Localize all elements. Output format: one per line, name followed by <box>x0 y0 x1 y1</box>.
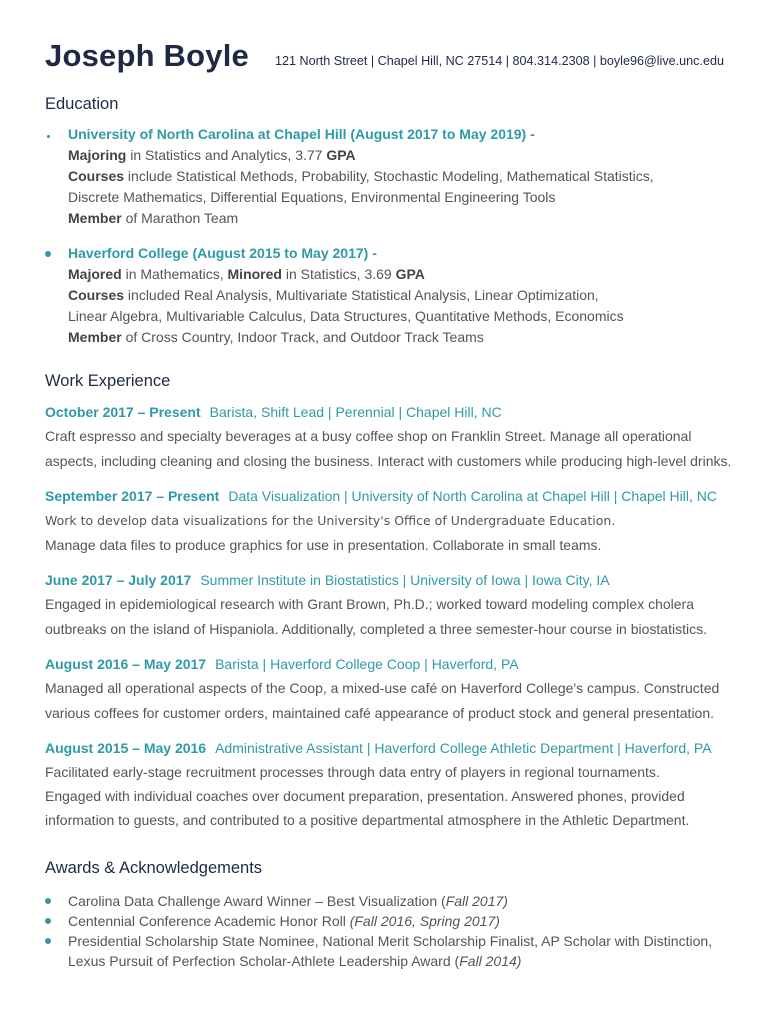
award-item: Presidential Scholarship State Nominee, National Merit Scholarship Finalist, AP Scholar with Distinction, Lexus Pursuit of Perfection Scholar-Athlete Leadership Award (Fall 2014) <box>45 931 745 971</box>
education-entry-unc <box>68 124 748 229</box>
awards-heading: Awards & Acknowledgements <box>45 859 263 877</box>
job-description: Facilitated early-stage recruitment processes through data entry of players in regional tournaments. Engaged with individual coaches over document preparation, presentation. Answered phones, provided information to guests, and contributed to a positive departmental atmosphere in the Athletic Department. <box>45 764 690 828</box>
education-entry-haverford <box>68 243 748 348</box>
job-dates: September 2017 – Present <box>45 488 220 504</box>
job-title: Summer Institute in Biostatistics | University of Iowa | Iowa City, IA <box>200 572 610 588</box>
job-entry <box>45 653 745 726</box>
job-dates: October 2017 – Present <box>45 404 201 420</box>
award-item: Carolina Data Challenge Award Winner – Best Visualization (Fall 2017) <box>45 891 745 911</box>
job-description: Craft espresso and specialty beverages at a busy coffee shop on Franklin Street. Manage all operational aspects, including cleaning and closing the business. Interact with customers while producing high-level drinks. <box>45 428 732 469</box>
awards-list <box>45 891 745 971</box>
job-dates: August 2015 – May 2016 <box>45 740 207 756</box>
job-description: Managed all operational aspects of the Coop, a mixed-use café on Haverford College's campus. Constructed various coffees for customer orders, maintained café appearance of product stock and general presentation. <box>45 680 720 721</box>
courses-line: Courses included Real Analysis, Multivariate Statistical Analysis, Linear Optimization, <box>68 287 599 303</box>
courses-line: Courses include Statistical Methods, Probability, Stochastic Modeling, Mathematical Statistics, <box>68 168 654 184</box>
resume-header <box>45 38 735 78</box>
job-title: Administrative Assistant | Haverford College Athletic Department | Haverford, PA <box>215 740 712 756</box>
candidate-name: Joseph Boyle <box>45 38 249 73</box>
school-name: Haverford College (August 2015 to May 2017) - <box>68 245 377 261</box>
award-item: Centennial Conference Academic Honor Roll (Fall 2016, Spring 2017) <box>45 911 745 931</box>
bullet-icon <box>45 918 51 924</box>
bullet-icon <box>47 135 50 138</box>
bullet-icon <box>45 938 51 944</box>
courses-line-2: Linear Algebra, Multivariable Calculus, Data Structures, Quantitative Methods, Economics <box>68 308 624 324</box>
job-entry <box>45 737 745 832</box>
major-line: Majoring in Statistics and Analytics, 3.77 GPA <box>68 147 356 163</box>
education-heading: Education <box>45 95 119 113</box>
job-description: Work to develop data visualizations for the University's Office of Undergraduate Education. Manage data files to produce graphics for use in presentation. Collaborate in small teams. <box>45 513 616 553</box>
courses-line-2: Discrete Mathematics, Differential Equations, Environmental Engineering Tools <box>68 189 556 205</box>
bullet-icon <box>45 898 51 904</box>
job-entry <box>45 485 745 558</box>
job-title: Barista, Shift Lead | Perennial | Chapel Hill, NC <box>209 404 502 420</box>
bullet-icon <box>45 251 51 257</box>
job-title: Barista | Haverford College Coop | Haverford, PA <box>215 656 519 672</box>
member-line: Member of Marathon Team <box>68 210 239 226</box>
work-experience-heading: Work Experience <box>45 372 171 390</box>
school-name: University of North Carolina at Chapel Hill (August 2017 to May 2019) - <box>68 126 535 142</box>
job-dates: June 2017 – July 2017 <box>45 572 192 588</box>
job-description: Engaged in epidemiological research with Grant Brown, Ph.D.; worked toward modeling complex cholera outbreaks on the island of Hispaniola. Additionally, completed a three semester-hour course in biostatistics. <box>45 596 707 637</box>
member-line: Member of Cross Country, Indoor Track, and Outdoor Track Teams <box>68 329 484 345</box>
contact-info: 121 North Street | Chapel Hill, NC 27514 | 804.314.2308 | boyle96@live.unc.edu <box>275 54 724 68</box>
major-line: Majored in Mathematics, Minored in Statistics, 3.69 GPA <box>68 266 425 282</box>
job-entry <box>45 569 745 642</box>
job-entry <box>45 401 745 474</box>
job-dates: August 2016 – May 2017 <box>45 656 207 672</box>
job-title: Data Visualization | University of North Carolina at Chapel Hill | Chapel Hill, NC <box>228 488 717 504</box>
